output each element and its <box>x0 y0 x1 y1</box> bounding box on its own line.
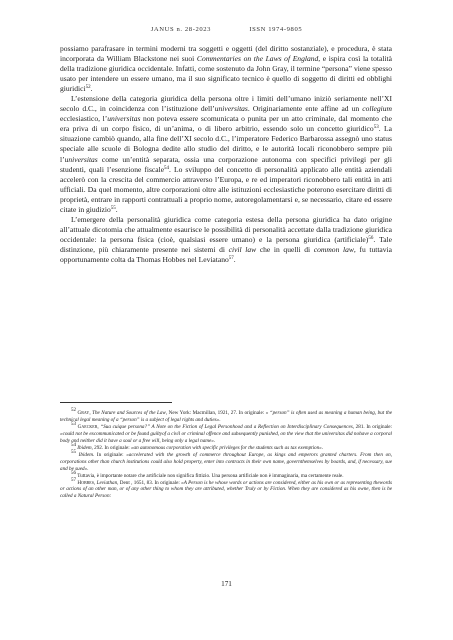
footnote-54 <box>60 442 392 452</box>
footnote-ref[interactable]: 57 <box>228 255 234 261</box>
text-run: L’emergere della personalità giuridica come categoria estesa della persona giuridica ha dato origine all’attuale dicotomia che attualmente esaurisce le possibilità di personalità accettate dalla tradizione giuridica occidentale: la persona fisica (cioè, qualsiasi essere umano) e la persona giuridica (artificiale) <box>60 214 392 244</box>
text-run: L’estensione della categoria giuridica della persona oltre i limiti dell’umano iniziò seriamente nell’XI secolo d.C., in coincidenza con l’istituzione dell’ <box>60 94 392 114</box>
text-run: . Originariamente ente affine ad un <box>247 104 363 114</box>
term: universitas <box>64 154 98 164</box>
work-title: , The Nature and Sources of the Law <box>89 410 166 416</box>
term: universitas <box>107 114 141 124</box>
footnote-number: 53 <box>71 421 76 427</box>
footnote-number: 52 <box>71 408 76 413</box>
footnotes <box>60 410 392 500</box>
footnote-56 <box>60 470 392 480</box>
work-title: , “Sua cuique persona?” A Note on the Fiction of Legal Personhood and a Reflection on Interdisciplinary Consequences <box>97 423 353 430</box>
text-run: ecclesiastico, l’ <box>60 114 108 124</box>
text-run: possiamo parafrasare in termini moderni tra soggetti e oggetti (del diritto sostanziale), e procedura, è stata incorporata da William Blackstone nei suoi <box>60 44 392 64</box>
author: Gray <box>77 410 90 416</box>
text-run: . <box>213 437 216 444</box>
footnote-number: 55 <box>71 449 76 455</box>
paragraph-3 <box>60 215 392 265</box>
text-run: , e ispira così la totalità della tradizione giuridica occidentale. Infatti, come sostenuto da John Gray, il termine “persona” viene spesso usato per intendere un essere umano, ma il suo significato tecnico è quello di soggetto di diritti ed obblighi giuridici <box>60 54 392 94</box>
footnote-ref[interactable]: 55 <box>110 205 116 211</box>
ibidem: Ibidem <box>77 444 92 451</box>
text-run: . La situazione cambiò quando, alla fine dell’XI secolo d.C., l’imperatore Federico Barbarossa assegnò uno status speciale alle scuole di Bologna dedite allo studio del diritto, e le autorità locali riconobbero sempre più l’ <box>60 124 392 164</box>
footnote-55 <box>60 449 392 473</box>
text-run: , New York: Macmillan, 1921, 27. In originale: <box>165 410 266 416</box>
quote: «an autonomous corporation with specific privileges for the students such as tax exemption» <box>130 444 322 451</box>
footnote-divider <box>60 402 172 403</box>
work-title: , Leviathan <box>93 479 118 486</box>
text-run: , 292. In originale: <box>91 444 131 451</box>
paragraph-1 <box>60 44 392 94</box>
text-run: . <box>90 84 93 94</box>
text-run: non poteva essere scomunicata o punita per un atto criminale, dal momento che era priva di un corpo fisico, di un’anima, o di libero arbitrio, essendo solo un concetto giuridico <box>60 114 392 134</box>
journal-issue: JANUS n. 28-2023 <box>150 26 212 33</box>
text-run: . <box>115 204 118 214</box>
page-number: 171 <box>221 580 232 588</box>
text-run: . <box>87 465 89 472</box>
text-run: . In originale: <box>92 451 127 458</box>
footnote-ref[interactable]: 52 <box>85 85 91 91</box>
ibidem: Ibidem <box>78 451 93 458</box>
quote: «accelerated with the growth of commerce throughout Europe, as kings and emperors granted charters. From then on, corporations other than church institutions could also hold property, enter into contracts in their own name, governthemselves by boards, and, if necessary, sue and be sued» <box>60 451 392 472</box>
text-run: Tuttavia, è importante notare che artificiale non significa fittizio. Una persona artificiale non è immaginaria, ma certamente reale. <box>77 472 344 479</box>
footnote-ref[interactable]: 53 <box>373 125 379 131</box>
footnote-57 <box>60 477 392 501</box>
term: civil law <box>228 244 257 254</box>
running-header <box>0 26 453 33</box>
quote: «could not be excommunicated or be found guiltyof a civil or criminal offence and subsequently punished, on the view that the universitas did nohave a corporal body and neither did it have a soul or a free will, being only a legal name» <box>60 430 392 444</box>
footnote-number: 54 <box>71 442 76 448</box>
text-run: . <box>321 444 324 451</box>
footnote-number: 56 <box>71 470 76 476</box>
text-run: , 281. In originale: <box>352 423 392 430</box>
text-run: . <box>233 254 236 264</box>
text-run: , fu tuttavia opportunamente colta da Thomas Hobbes nel Leviatano <box>60 244 392 264</box>
term: collegium <box>362 104 392 114</box>
footnote-52 <box>60 410 392 424</box>
text-run: che in quelli di <box>256 244 314 254</box>
author: Gaecker <box>77 423 98 430</box>
text-run: . Tale distinzione, più chiaramente presente nei sistemi di <box>60 234 392 254</box>
text-run: . Lo sviluppo del concetto di personalità applicato alle entità aziendali accelerò con la crescita del commercio attraverso l’Europa, e re ed imperatori riconobbero tali entità in atti ufficiali. Da quel momento, altre corporazioni oltre alle istituzioni ecclesiastiche poterono esercitare diritti di proprietà, entrare in rapporti contrattuali a proprio nome, autoregolamentarsi e, se necessario, citare ed essere citate in giudizio <box>60 164 392 214</box>
issn: ISSN 1974-9805 <box>249 26 303 33</box>
footnote-number: 57 <box>71 477 76 483</box>
quote: «A Person is he whose words or actions are considered, either as his own or as representing thewords or actions of an other man, or of any other thing to whom they are attributed, whether Truly or by Fiction. When they are considered as his owne, then is he called a Natural Person: <box>60 479 392 500</box>
paragraph-2 <box>60 94 392 215</box>
term: universitas <box>214 104 248 114</box>
footnote-ref[interactable]: 54 <box>164 165 170 171</box>
text-run: come un’entità separata, ossia una corporazione autonoma con specifici privilegi per gli studenti, quali l’esenzione fiscale <box>60 154 392 174</box>
text-run: . <box>219 416 221 423</box>
main-text <box>60 44 392 265</box>
author: Hobbes <box>77 479 94 486</box>
term: common law <box>313 244 354 254</box>
book-title: Commentaries on the Laws of England <box>196 54 319 64</box>
quote: « “person” is often used as meaning a human being, but the technical legal meaning of a “person” is a subject of legal rights and duties» <box>60 410 392 423</box>
text-run: , Dent , 1651, 83. In originale: <box>117 479 182 486</box>
footnote-53 <box>60 421 392 445</box>
footnote-ref[interactable]: 56 <box>368 235 374 241</box>
